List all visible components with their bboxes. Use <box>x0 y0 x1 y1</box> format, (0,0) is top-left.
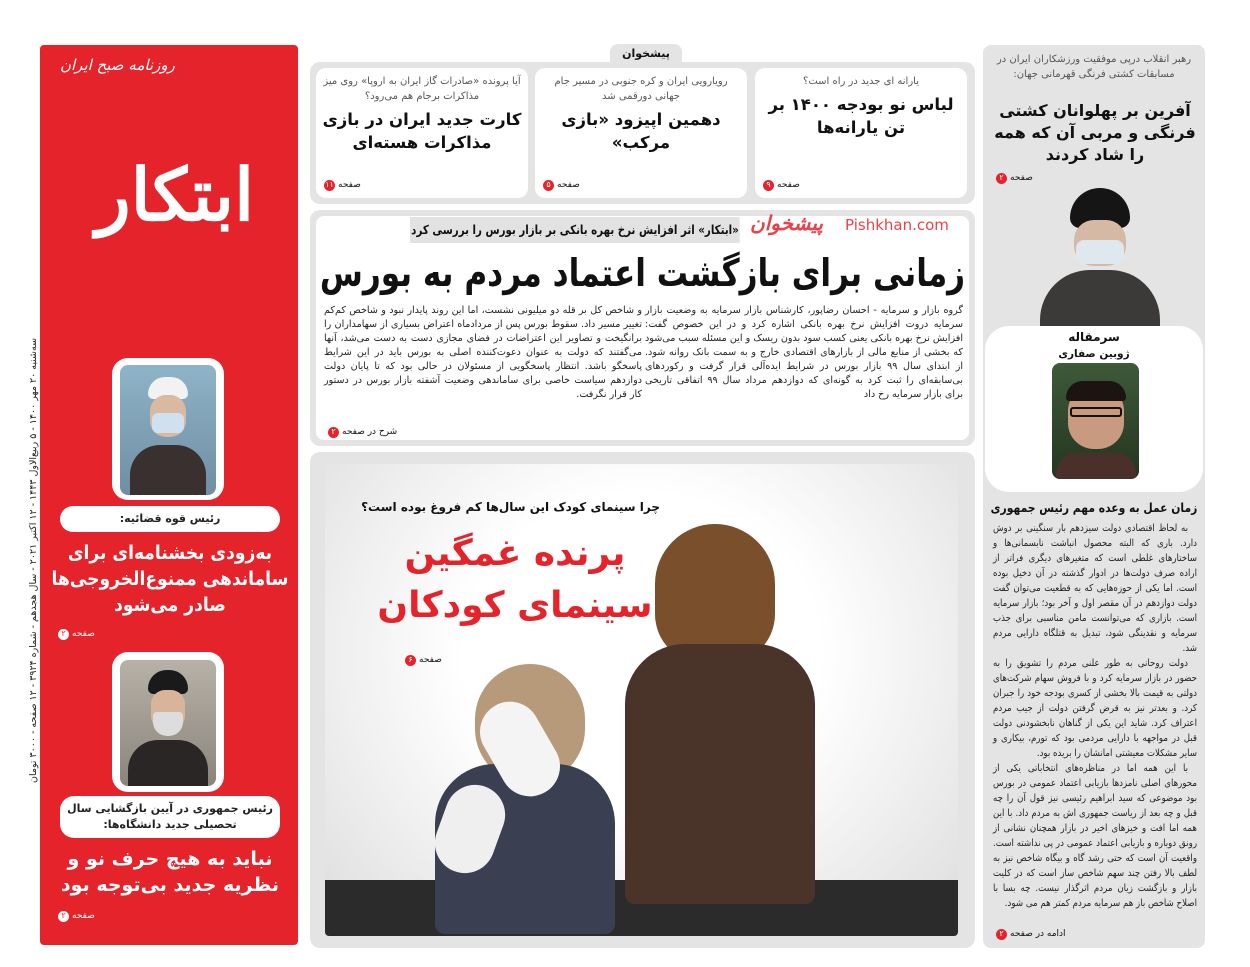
watermark-logo: پیشخوان <box>750 211 823 235</box>
author-photo <box>1052 363 1139 479</box>
page-label: صفحه <box>777 180 800 190</box>
story-kicker: رئیس قوه قضائیه: <box>60 506 280 532</box>
brief-card[interactable] <box>316 68 528 198</box>
editorial-label: سرمقاله <box>1068 330 1120 344</box>
newspaper-subtitle: روزنامه صبح ایران <box>60 56 175 74</box>
page-reference[interactable] <box>58 910 95 922</box>
page-label: شرح در صفحه <box>342 427 398 437</box>
dateline: سه‌شنبه ۲۰ مهر ۱۴۰۰ - ۵ ربیع‌الاول ۱۴۴۳ - ۱۲ اکتبر ۲۰۲۱ - سال هجدهم - شماره ۳۹۲۴ - ۱۲ صفحه - ۳۰۰۰ تومان <box>28 337 39 783</box>
brief-headline: لباس نو بودجه ۱۴۰۰ بر تن یارانه‌ها <box>768 95 954 137</box>
page-reference <box>543 179 580 191</box>
judiciary-chief-photo <box>120 365 216 495</box>
page-number-badge: ۲ <box>58 629 69 640</box>
brief-kicker: یارانه ای جدید در راه است؟ <box>803 76 919 87</box>
main-headline[interactable]: زمانی برای بازگشت اعتماد مردم به بورس <box>319 251 966 295</box>
page-number-badge: ۲ <box>328 427 339 438</box>
story-headline[interactable]: نباید به هیچ حرف نو و نظریه جدید بی‌توجه بود <box>60 848 280 896</box>
page-label: صفحه <box>1010 173 1033 183</box>
story-kicker: رئیس جمهوری در آیین بازگشایی سال تحصیلی جدید دانشگاه‌ها: <box>60 796 280 838</box>
page-number-badge: ۲ <box>58 911 69 922</box>
editorial-author: ژوبین صفاری <box>1058 348 1130 360</box>
continued-reference[interactable] <box>328 426 397 438</box>
president-photo <box>120 660 216 786</box>
brief-headline: کارت جدید ایران در بازی مذاکرات هسته‌ای <box>322 110 522 152</box>
main-body-column: گروه بازار و سرمایه - احسان رضاپور، کارشناس بازار سرمایه به وضعیت بازار سرمایه دروت افزایش نرخ بهره بانکی اشاره کرد و در این خصوص گفت: افزایش نرخ بهره بانکی یعنی کسب سود بدون ریسک و این مسئله سبب می‌شود که بخشی از منابع مالی از بازارهای اقتصادی خارج و به سمت بانک روانه شود. از ابتدای سال ۹۹ بازار بورس در شرایط ایده‌آلی قرار گرفت و رکوردهای بی‌سابقه‌ای را ثبت کرد به گونه‌ای که دوازدهم مرداد سال ۹۹ اتفاقی تاریخی برای بازار سرمایه رخ داد <box>645 305 963 400</box>
brief-kicker: رویارویی ایران و کره جنوبی در مسیر جام جهانی دورقمی شد <box>554 76 728 102</box>
brief-card[interactable] <box>755 68 967 198</box>
page-label: صفحه <box>338 180 361 190</box>
page-label: صفحه <box>557 180 580 190</box>
story-headline[interactable]: به‌زودی بخشنامه‌ای برای ساماندهی ممنوع‌الخروجی‌ها صادر می‌شود <box>51 542 289 616</box>
main-body-column: و شاخص کل بر قله دو میلیونی نشست، اما این روند پایدار نبود و شاخص کم‌کم تغییر مسیر داد. سقوط بورس پس از مردادماه اعتراض بسیاری از سهامداران را برانگیخت و تصاویر این اعتراضات در فضای مجازی دست به دست می‌شد، آنها می‌گفتند که دولت به عنوان دعوت‌کننده اصلی به بورس باید در این شرایط پاسخگو باشد. انتظار پاسخگویی از مسئولان در حالی بود که تا پایان دولت دوازدهم سیاست خاصی برای ساماندهی وضعیت آشفته بازار بورس در دستور کار قرار نگرفت. <box>324 305 642 400</box>
page-reference[interactable] <box>58 628 95 640</box>
page-reference[interactable] <box>405 654 442 666</box>
page-number-badge: ۶ <box>405 655 416 666</box>
leader-kicker: رهبر انقلاب درپی موفقیت ورزشکاران ایران در مسابقات کشتی فرنگی قهرمانی جهان: <box>996 54 1192 80</box>
page-number-badge: ۲ <box>996 929 1007 940</box>
editorial-headline[interactable]: زمان عمل به وعده مهم رئیس جمهوری <box>990 500 1198 515</box>
brief-card[interactable] <box>535 68 747 198</box>
page-number-badge: ۲ <box>996 173 1007 184</box>
page-label: ادامه در صفحه <box>1010 929 1066 939</box>
page-number-badge: ۵ <box>543 180 554 191</box>
main-kicker: «ابتکار» اثر افزایش نرخ بهره بانکی بر بازار بورس را بررسی کرد <box>410 217 740 243</box>
photo-story-headline[interactable]: پرنده غمگین سینمای کودکان <box>377 533 653 626</box>
page-number-badge: ۱۱ <box>325 180 334 189</box>
editorial-body <box>993 521 1197 911</box>
editorial-paragraph: با این همه اما در مناظره‌های انتخاباتی یکی از محورهای اصلی نامزدها بازیابی اعتماد عمومی در بورس بود موضوعی که سید ابراهیم رئیسی نیز قول آن را چه قبل و چه بعد از ریاست جمهوری اش به مردم داد. با این همه اما افت و خیزهای اخیر در بازار همچنان نشانی از رونق دوباره و بازیابی اعتماد عمومی در پی نداشته است. واقعیت آن است که حتی رشد گاه و بیگاه شاخص نیز به لطف بالا رفتن چند سهم شاخص ساز است که در کلیت بازار و بازگشت زیان مردم اثرگذار نیست. چه بسا با اصلاح شاخص باز هم سرمایه مردم کمتر هم می شود. <box>993 763 1197 909</box>
page-label: صفحه <box>419 655 442 665</box>
page-label: صفحه <box>72 911 95 921</box>
page-reference <box>324 179 361 191</box>
brief-headline: دهمین اپیزود «بازی مرکب» <box>561 110 721 152</box>
editorial-paragraph: دولت روحانی به طور علنی مردم را تشویق را به حضور در بازار سرمایه کرد و با فروش سهام شرکت‌های دولتی به قیمت بالا بخشی از کسری بودجه خود را جبران کرد. و بعدتر نیز به قرض گرفتن دولت از جیب مردم اعتراف کرد. شاید این یکی از گناهان نابخشودنی دولت قبل در مواجهه با دارایی مردمی بود که تورم، بیکاری و سایر مشکلات معیشتی امانشان را بریده بود. <box>993 658 1197 759</box>
brief-kicker: آیا پرونده «صادرات گاز ایران به اروپا» روی میز مذاکرات برجام هم می‌رود؟ <box>323 76 521 102</box>
photo-story-kicker: چرا سینمای کودک این سال‌ها کم فروغ بوده است؟ <box>361 500 660 514</box>
page-reference <box>763 179 800 191</box>
editorial-paragraph: به لحاظ اقتصادی دولت سیزدهم بار سنگینی بر دوش دارد. باری که البته محصول انباشت نابسمانی‌ها و ساختارهای غلطی است که متغیرهای دیگری فراتر از اراده صرف دولت‌ها در ادوار گذشته در آن دخیل بوده است. اما یکی از حوزه‌هایی که به قطعیت می‌توان گفت دولت دوازدهم در آن مقصر اول و آخر بود؛ بازار سرمایه است. بازاری که می‌توانست مامن مناسبی برای جذب سرمایه و نقدینگی شود، تبدیل به قتلگاه دارایی مردم شد. <box>993 523 1197 654</box>
continued-reference[interactable] <box>996 928 1066 940</box>
leader-photo <box>1030 188 1170 326</box>
newspaper-logo: ابتکار <box>95 152 255 237</box>
page-label: صفحه <box>72 629 95 639</box>
page-number-badge: ۹ <box>763 180 774 191</box>
leader-headline[interactable]: آفرین بر پهلوانان کشتی فرنگی و مربی آن که همه را شاد کردند <box>994 101 1196 164</box>
briefs-tab: پیشخوان <box>610 44 682 64</box>
watermark-url: Pishkhan.com <box>845 216 949 234</box>
page-reference[interactable] <box>996 172 1033 184</box>
